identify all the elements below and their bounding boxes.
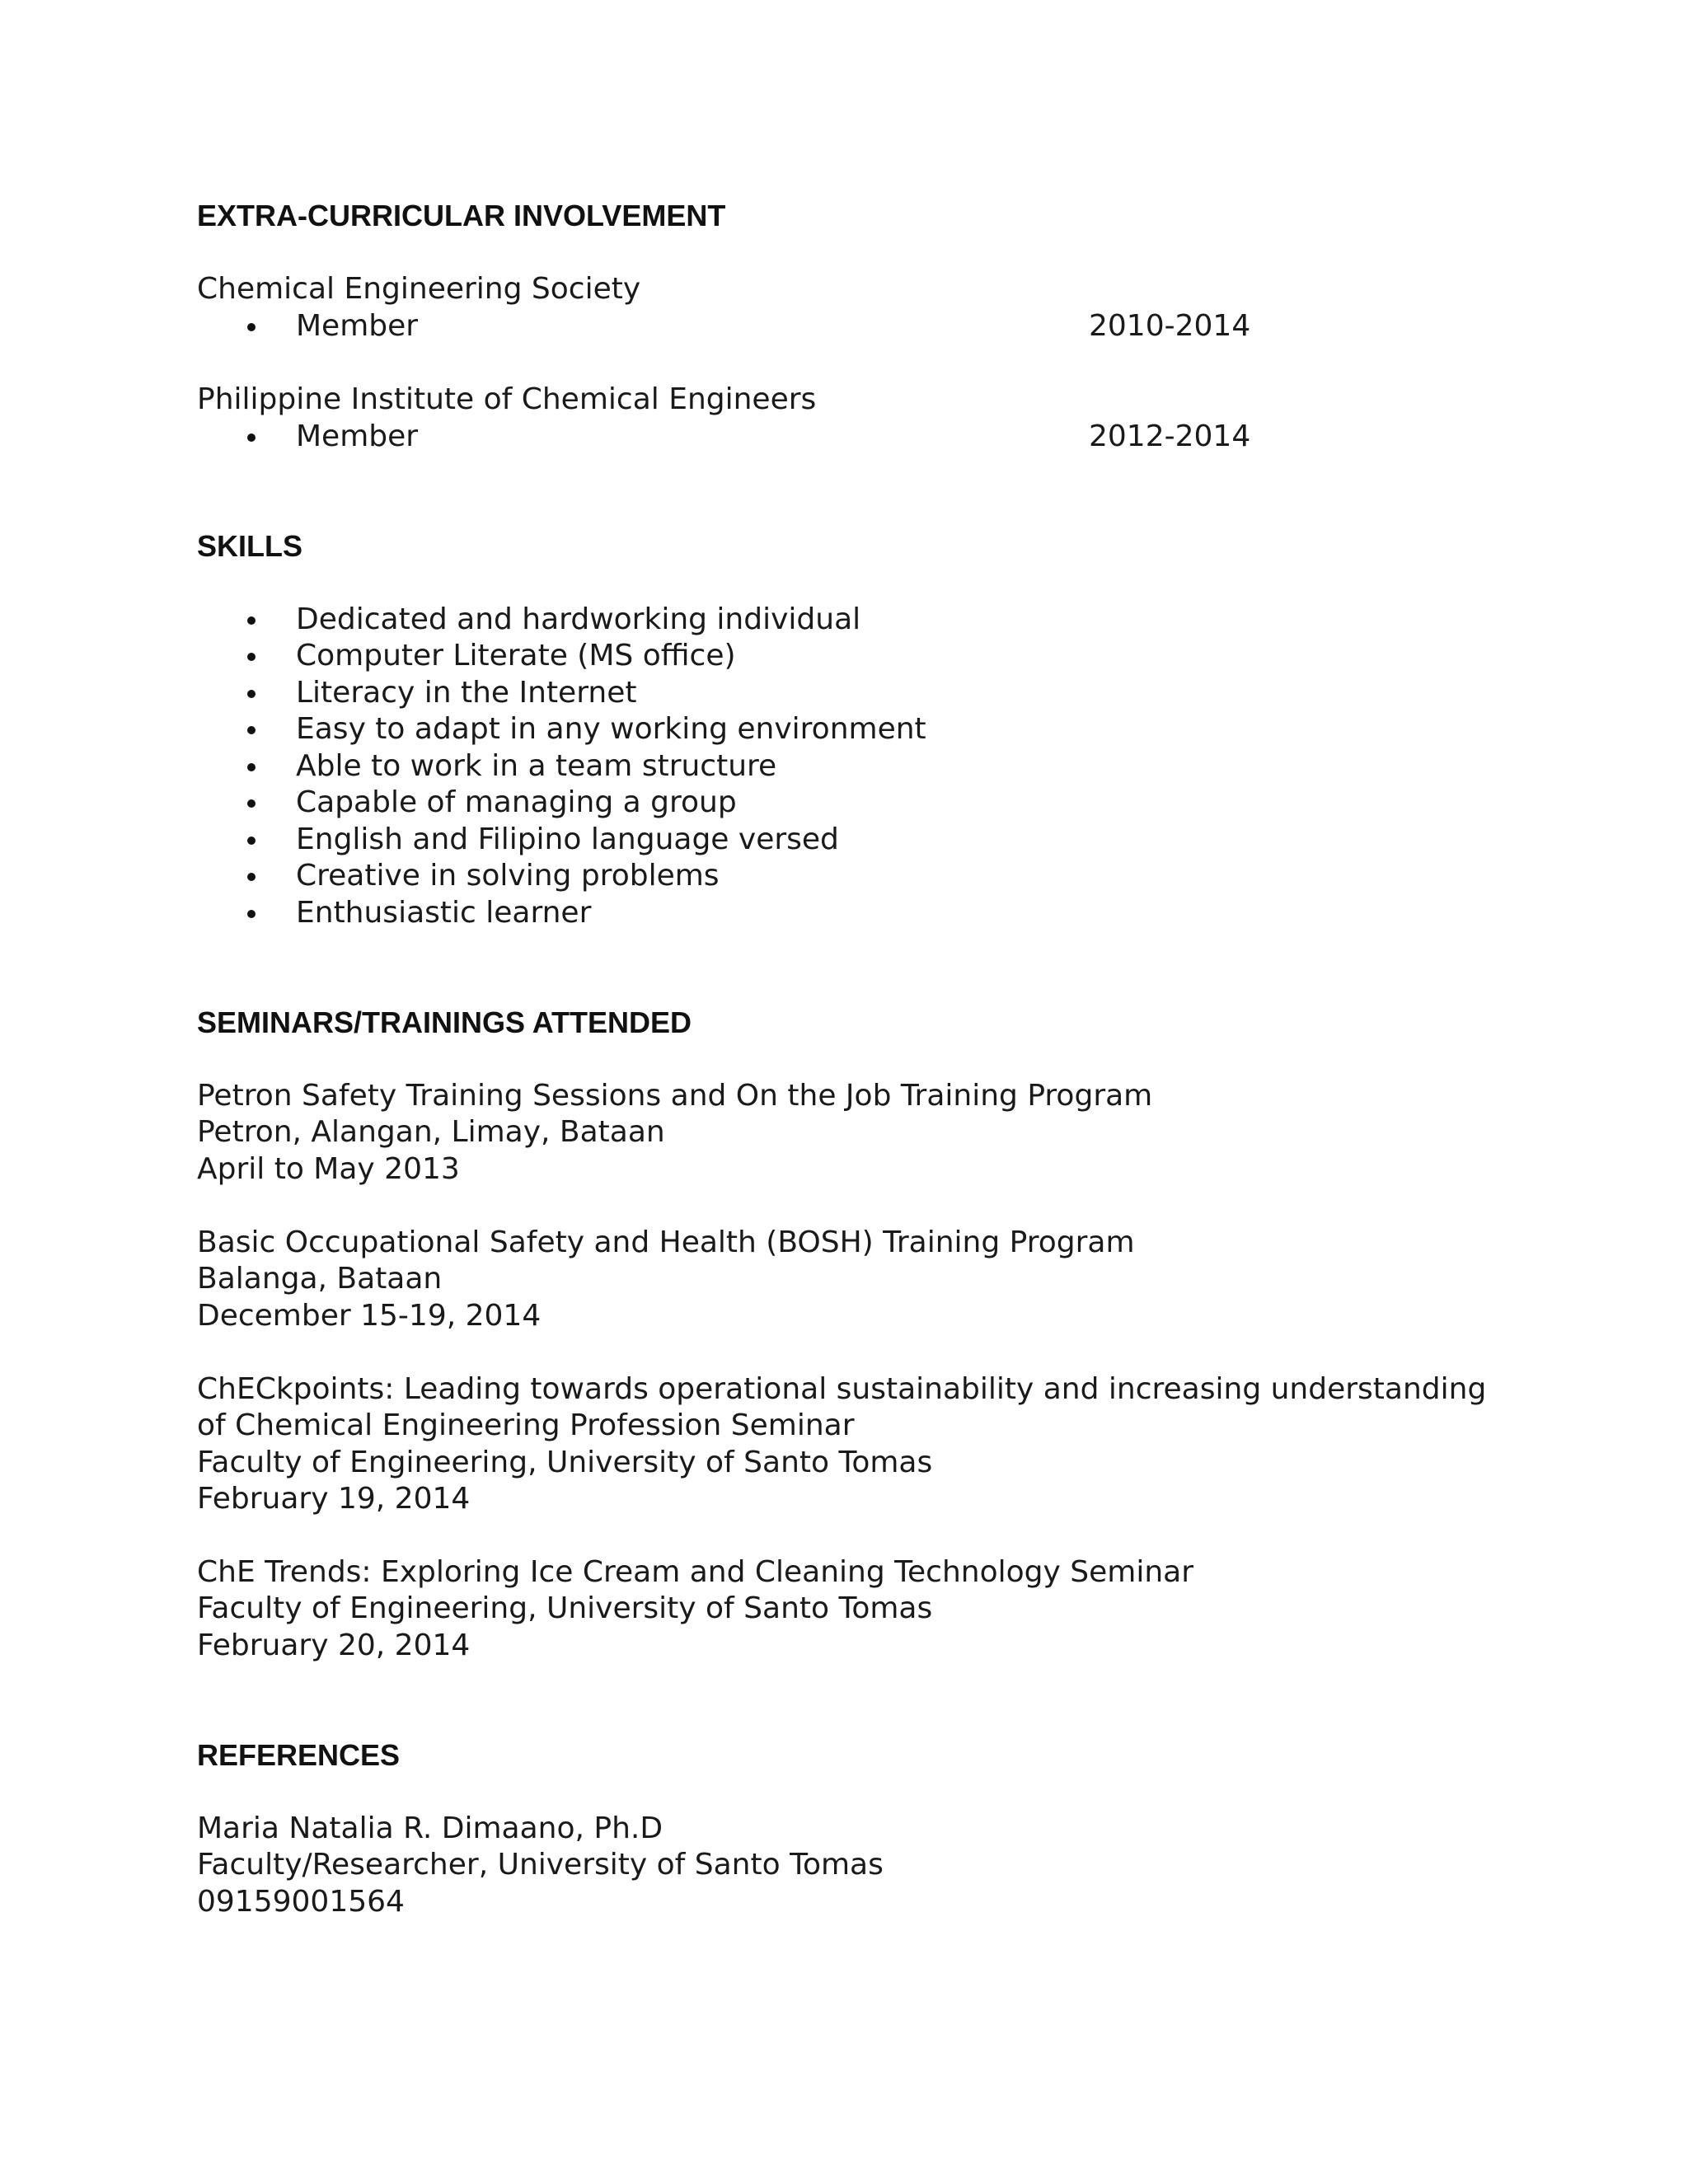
section-heading-extracurricular: EXTRA-CURRICULAR INVOLVEMENT: [197, 199, 726, 232]
bullet-icon: [247, 616, 256, 625]
org-years: 2012-2014: [1089, 419, 1251, 453]
seminar-title: ChE Trends: Exploring Ice Cream and Cleaning Technology Seminar: [197, 1555, 1194, 1589]
bullet-icon: [247, 763, 256, 771]
bullet-icon: [247, 653, 256, 661]
seminar-title: ChECkpoints: Leading towards operational sustainability and increasing understanding: [197, 1372, 1487, 1406]
bullet-icon: [247, 873, 256, 881]
seminar-title: Petron Safety Training Sessions and On the Job Training Program: [197, 1079, 1153, 1113]
bullet-icon: [247, 434, 256, 442]
bullet-icon: [247, 799, 256, 808]
reference-position: Faculty/Researcher, University of Santo Tomas: [197, 1848, 884, 1882]
seminar-title: Basic Occupational Safety and Health (BOSH) Training Program: [197, 1226, 1135, 1259]
org-role: Member: [296, 309, 419, 343]
bullet-icon: [247, 690, 256, 698]
section-heading-seminars: SEMINARS/TRAININGS ATTENDED: [197, 1005, 692, 1039]
bullet-icon: [247, 726, 256, 734]
skill-text: Able to work in a team structure: [296, 749, 777, 783]
skill-text: Dedicated and hardworking individual: [296, 602, 861, 636]
reference-name: Maria Natalia R. Dimaano, Ph.D: [197, 1811, 663, 1845]
skill-text: Literacy in the Internet: [296, 676, 637, 710]
seminar-title-continued: of Chemical Engineering Profession Seminar: [197, 1408, 855, 1442]
skill-text: English and Filipino language versed: [296, 823, 839, 856]
bullet-icon: [247, 323, 256, 331]
skill-text: Creative in solving problems: [296, 859, 720, 893]
section-heading-skills: SKILLS: [197, 529, 303, 563]
skill-text: Enthusiastic learner: [296, 896, 592, 930]
bullet-icon: [247, 837, 256, 845]
seminar-date: February 20, 2014: [197, 1629, 471, 1662]
org-name: Philippine Institute of Chemical Engineers: [197, 382, 817, 416]
bullet-icon: [247, 910, 256, 918]
seminar-date: February 19, 2014: [197, 1482, 471, 1516]
seminar-location: Faculty of Engineering, University of Santo Tomas: [197, 1591, 933, 1625]
skill-text: Easy to adapt in any working environment: [296, 712, 926, 746]
skill-text: Computer Literate (MS office): [296, 639, 736, 673]
skill-text: Capable of managing a group: [296, 785, 737, 819]
section-heading-references: REFERENCES: [197, 1738, 401, 1772]
reference-phone: 09159001564: [197, 1885, 405, 1919]
seminar-date: April to May 2013: [197, 1152, 460, 1186]
seminar-location: Faculty of Engineering, University of Santo Tomas: [197, 1446, 933, 1479]
org-name: Chemical Engineering Society: [197, 272, 641, 306]
seminar-location: Balanga, Bataan: [197, 1262, 443, 1296]
org-role: Member: [296, 419, 419, 453]
seminar-date: December 15-19, 2014: [197, 1299, 542, 1333]
org-years: 2010-2014: [1089, 309, 1251, 343]
seminar-location: Petron, Alangan, Limay, Bataan: [197, 1115, 665, 1149]
